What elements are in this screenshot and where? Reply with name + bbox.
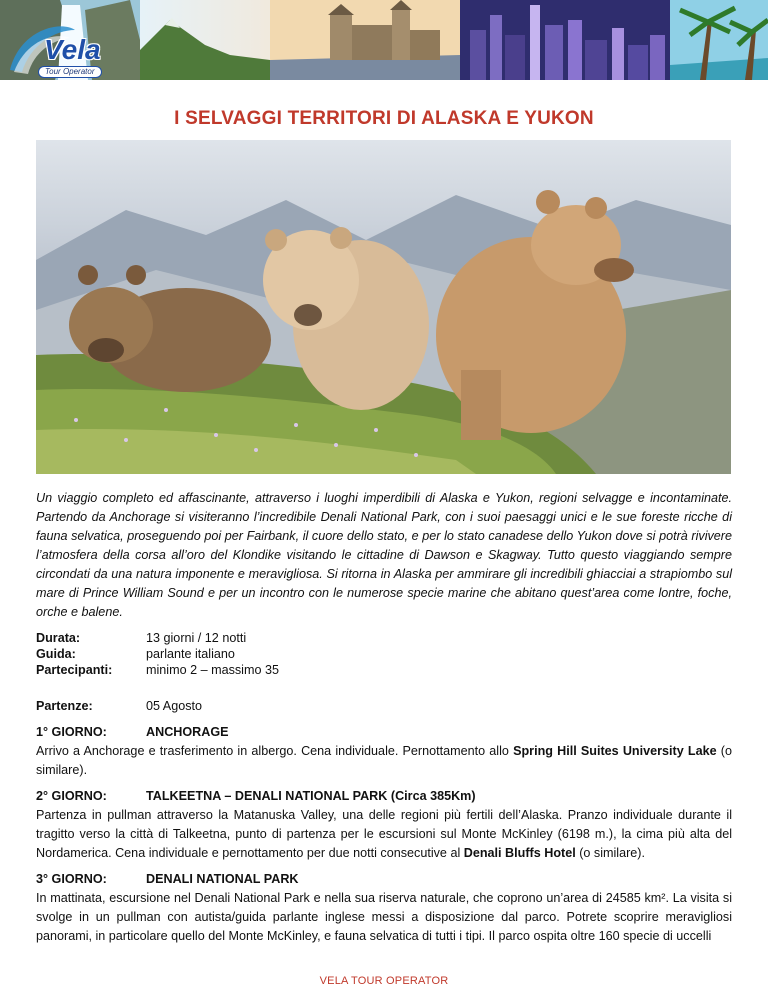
day-3-text: In mattinata, escursione nel Denali National Park e nella sua riserva naturale, che coprono un’area di 24585 km². La visita si svolge in un pullman con autista/guida parlante inglese messi a disposizione dal parco. Potrete scoprire meravigliosi panorami, in particolare quello del Monte McKinley, e fauna selvatica di tutti i tipi. Il parco ospita oltre 160 specie di uccelli <box>36 891 732 943</box>
day-1-hotel: Spring Hill Suites University Lake <box>513 744 717 758</box>
day-2-heading <box>36 787 732 806</box>
footer-text: VELA TOUR OPERATOR <box>319 975 449 987</box>
day-3-title: DENALI NATIONAL PARK <box>146 872 299 886</box>
partecipanti-value: minimo 2 – massimo 35 <box>146 663 279 677</box>
day-1-heading <box>36 723 732 742</box>
banner-collage <box>0 0 768 80</box>
bears-illustration <box>36 140 731 474</box>
day-2-hotel: Denali Bluffs Hotel <box>463 846 576 860</box>
logo[interactable] <box>44 34 101 66</box>
guida-value: parlante italiano <box>146 647 235 661</box>
day-2-text <box>36 806 732 863</box>
day-1-title: ANCHORAGE <box>146 725 229 739</box>
day-1-number: 1° GIORNO: <box>36 725 107 739</box>
partecipanti-label: Partecipanti: <box>36 663 113 677</box>
partenze-value: 05 Agosto <box>146 699 203 713</box>
durata-value: 13 giorni / 12 notti <box>146 631 247 645</box>
day-2-title: TALKEETNA – DENALI NATIONAL PARK (Circa 385Km) <box>146 789 476 803</box>
bears-photo <box>36 140 731 474</box>
day-3-heading <box>36 870 732 889</box>
intro-paragraph: Un viaggio completo ed affascinante, attraverso i luoghi imperdibili di Alaska e Yukon, regioni selvagge e incontaminate. Partendo da Anchorage si visiteranno l’incredibile Denali National Park, con i suoi paesaggi unici e le sue foreste ricche di fauna selvatica, proseguendo poi per Fairbank, il cuore dello stato, e per lo stato canadese dello Yukon dove si potrà rivivere l’atmosfera della corsa all’oro del Klondike visitando le cittadine di Dawson e Skagway. Tutto questo viaggiando sempre circondati da una natura imponente e meravigliosa. Si ritorna in Alaska per ammirare gli incredibili ghiacciai a strapiombo sul mare di Prince William Sound e per un incontro con le numerose specie marine che abitano quest’area come lontre, foche, orche e balene. <box>36 491 732 619</box>
day-1-text-a: Arrivo a Anchorage e trasferimento in albergo. Cena individuale. Pernottamento allo <box>36 744 514 758</box>
day-1-text <box>36 742 732 780</box>
day-2-text-a: Partenza in pullman attraverso la Matanuska Valley, una delle regioni più fertili dell’Alaska. Pranzo individuale durante il tragitto verso la città di Talkeetna, punto di partenza per le escursioni sul Monte McKinley (6198 m.), la cima più alta del Nordamerica. Cena individuale e pernottamento per due notti consecutive al <box>36 808 732 860</box>
header-banner <box>0 0 768 80</box>
partenze-label: Partenze: <box>36 699 93 713</box>
day-2-text-b: (o similare). <box>575 846 645 860</box>
logo-letter: V <box>44 34 62 65</box>
day-3 <box>36 870 732 946</box>
durata-label: Durata: <box>36 631 81 645</box>
day-2 <box>36 787 732 863</box>
logo-subtitle: Tour Operator <box>38 66 102 78</box>
day-3-number: 3° GIORNO: <box>36 872 107 886</box>
guida-label: Guida: <box>36 647 76 661</box>
page-title: I SELVAGGI TERRITORI DI ALASKA E YUKON <box>174 108 594 129</box>
day-1-text-b: (o similare). <box>36 744 732 777</box>
day-2-number: 2° GIORNO: <box>36 789 107 803</box>
day-1 <box>36 723 732 780</box>
logo-text: ela <box>61 34 101 65</box>
